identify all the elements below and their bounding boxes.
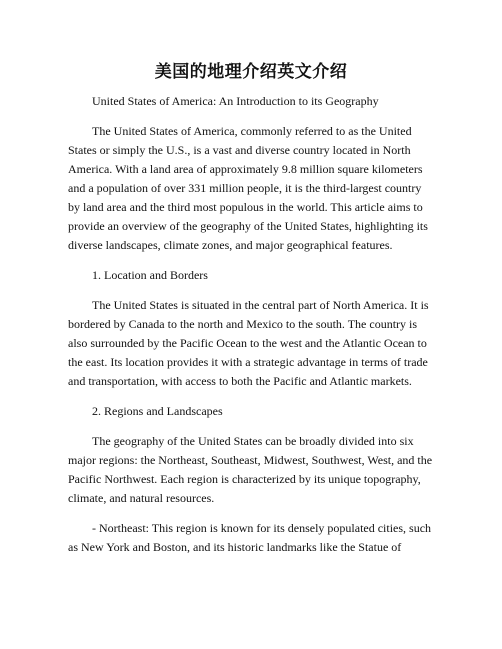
section-heading-location: 1. Location and Borders [92, 268, 208, 282]
northeast-list-item: - Northeast: This region is known for its densely populated cities, such as New York and Boston, and its historic landmarks like the Statue of [68, 521, 432, 554]
document-body [68, 92, 436, 568]
regions-paragraph: The geography of the United States can be broadly divided into six major regions: the Northeast, Southeast, Midwest, Southwest, West, and the Pacific Northwest. Each region is characterized by its unique topography, climate, and natural resources. [68, 434, 433, 505]
subtitle-paragraph: United States of America: An Introduction to its Geography [92, 94, 379, 108]
section-heading-regions: 2. Regions and Landscapes [92, 404, 223, 418]
document-title: 美国的地理介绍英文介绍 [154, 62, 348, 82]
location-paragraph: The United States is situated in the central part of North America. It is bordered by Canada to the north and Mexico to the south. The country is also surrounded by the Pacific Ocean to the west and the Atlantic Ocean to the east. Its location provides it with a strategic advantage in terms of trade and transportation, with access to both the Pacific and Atlantic markets. [68, 298, 429, 388]
intro-paragraph: The United States of America, commonly referred to as the United States or simply the U.S., is a vast and diverse country located in North America. With a land area of approximately 9.8 million square kilometers and a population of over 331 million people, it is the third-largest country by land area and the third most populous in the world. This article aims to provide an overview of the geography of the United States, highlighting its diverse landscapes, climate zones, and major geographical features. [68, 124, 428, 252]
